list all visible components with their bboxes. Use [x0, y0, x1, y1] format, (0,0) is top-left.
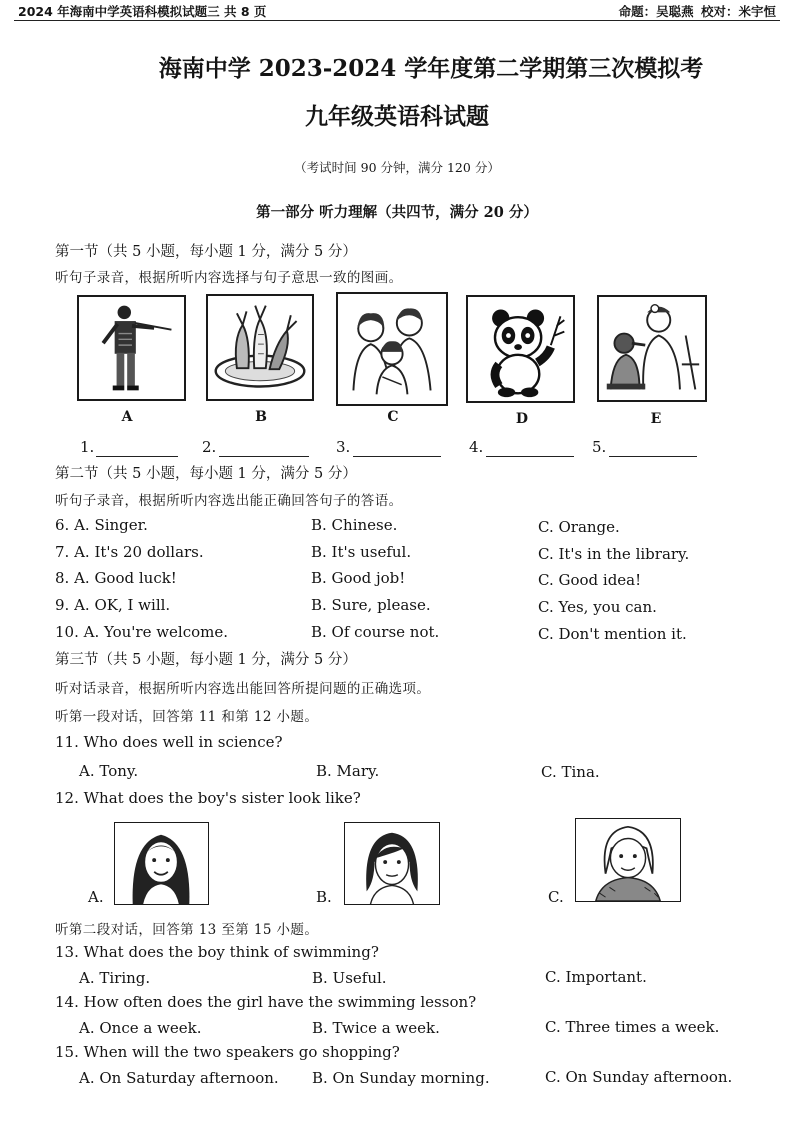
q13-option-c: C. Important. — [545, 968, 647, 986]
blank-3-line[interactable] — [353, 442, 441, 457]
q10-option-c: C. Don't mention it. — [538, 625, 687, 643]
q11-option-c: C. Tina. — [541, 763, 600, 781]
blank-1-line[interactable] — [96, 442, 178, 457]
q12-option-a: A. — [88, 888, 104, 906]
q12-option-b: B. — [316, 888, 332, 906]
q14-option-c: C. Three times a week. — [545, 1018, 720, 1036]
vegetables-plate-icon — [208, 296, 312, 399]
q15-option-a: A. On Saturday afternoon. — [79, 1069, 279, 1087]
q13-option-a: A. Tiring. — [79, 969, 151, 987]
blank-1-number: 1. — [80, 438, 95, 456]
q14-question: 14. How often does the girl have the swimming lesson? — [55, 993, 477, 1011]
header-right-text: 命题：吴聪燕 校对：米宇恒 — [618, 4, 776, 19]
q12-option-c: C. — [548, 888, 564, 906]
q8-option-c: C. Good idea! — [538, 571, 642, 589]
q9-option-b: B. Sure, please. — [311, 596, 431, 614]
q15-option-b: B. On Sunday morning. — [312, 1069, 490, 1087]
q6-option-c: C. Orange. — [538, 518, 620, 536]
doctor-patient-icon — [599, 297, 705, 400]
picture-b — [206, 294, 314, 401]
girl-short-blond-hair-icon — [576, 819, 680, 901]
q6-option-a: 6. A. Singer. — [55, 516, 148, 534]
q12-picture-c — [575, 818, 681, 902]
picture-d — [466, 295, 575, 403]
exam-title: 海南中学 2023-2024 学年度第二学期第三次模拟考 — [158, 55, 704, 82]
section1-instruction: 听句子录音，根据所听内容选择与句子意思一致的图画。 — [55, 270, 403, 286]
q13-question: 13. What does the boy think of swimming? — [55, 943, 379, 961]
q14-option-b: B. Twice a week. — [312, 1019, 440, 1037]
q8-option-a: 8. A. Good luck! — [55, 569, 177, 587]
girl-straight-hair-icon — [345, 823, 439, 904]
blank-3-number: 3. — [336, 438, 351, 456]
blank-2-number: 2. — [202, 438, 217, 456]
picture-e — [597, 295, 707, 402]
picture-e-label: E — [650, 411, 662, 427]
picture-d-label: D — [515, 411, 529, 427]
q11-option-a: A. Tony. — [79, 762, 139, 780]
section3-instruction: 听对话录音，根据所听内容选出能回答所提问题的正确选项。 — [55, 681, 431, 697]
picture-c — [336, 292, 448, 406]
blank-5-line[interactable] — [609, 442, 697, 457]
q15-question: 15. When will the two speakers go shopping? — [55, 1043, 400, 1061]
family-photo-icon — [338, 294, 446, 404]
section1-heading: 第一节（共 5 小题，每小题 1 分，满分 5 分） — [55, 244, 357, 260]
picture-a-label: A — [121, 409, 133, 425]
q8-option-b: B. Good job! — [311, 569, 406, 587]
q13-option-b: B. Useful. — [312, 969, 387, 987]
q11-question: 11. Who does well in science? — [55, 733, 283, 751]
blank-2-line[interactable] — [219, 442, 309, 457]
section2-heading: 第二节（共 5 小题，每小题 1 分，满分 5 分） — [55, 466, 357, 482]
page-header — [14, 0, 780, 21]
girl-long-dark-hair-icon — [115, 823, 208, 904]
q9-option-c: C. Yes, you can. — [538, 598, 657, 616]
panda-icon — [468, 297, 573, 401]
q15-option-c: C. On Sunday afternoon. — [545, 1068, 733, 1086]
blank-4-line[interactable] — [486, 442, 574, 457]
q6-option-b: B. Chinese. — [311, 516, 398, 534]
picture-c-label: C — [387, 409, 399, 425]
q14-option-a: A. Once a week. — [79, 1019, 202, 1037]
q10-option-b: B. Of course not. — [311, 623, 440, 641]
violin-player-icon — [79, 297, 184, 399]
part1-title: 第一部分 听力理解（共四节，满分 20 分） — [256, 204, 538, 221]
section2-instruction: 听句子录音，根据所听内容选出能正确回答句子的答语。 — [55, 493, 403, 509]
q7-option-b: B. It's useful. — [311, 543, 412, 561]
q7-option-a: 7. A. It's 20 dollars. — [55, 543, 204, 561]
q10-option-a: 10. A. You're welcome. — [55, 623, 229, 641]
picture-b-label: B — [255, 409, 267, 425]
exam-time-note: （考试时间 90 分钟，满分 120 分） — [294, 160, 500, 175]
section3-heading: 第三节（共 5 小题，每小题 1 分，满分 5 分） — [55, 652, 357, 668]
picture-a — [77, 295, 186, 401]
q12-picture-b — [344, 822, 440, 905]
exam-subtitle: 九年级英语科试题 — [305, 103, 489, 130]
blank-5-number: 5. — [592, 438, 607, 456]
dialog2-instruction: 听第二段对话，回答第 13 至第 15 小题。 — [55, 922, 319, 938]
q9-option-a: 9. A. OK, I will. — [55, 596, 171, 614]
q12-question: 12. What does the boy's sister look like? — [55, 789, 361, 807]
q11-option-b: B. Mary. — [316, 762, 380, 780]
header-left-text: 2024 年海南中学英语科模拟试题三 共 8 页 — [18, 4, 267, 19]
dialog1-instruction: 听第一段对话，回答第 11 和第 12 小题。 — [55, 709, 319, 725]
q12-picture-a — [114, 822, 209, 905]
blank-4-number: 4. — [469, 438, 484, 456]
q7-option-c: C. It's in the library. — [538, 545, 690, 563]
